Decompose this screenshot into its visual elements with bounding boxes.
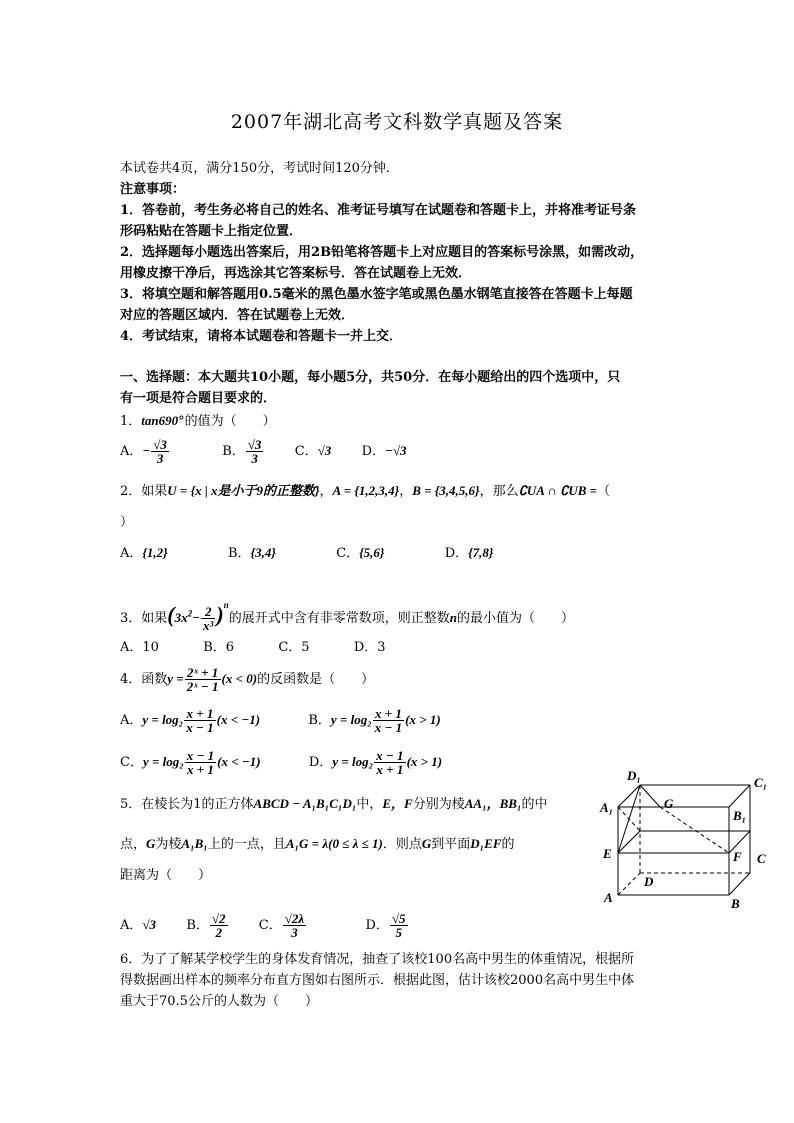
option-b: B． $\frac{√3}{3}$ xyxy=(222,437,262,466)
label-b1: B₁ xyxy=(733,808,747,823)
option-c: C．{5,6} xyxy=(336,545,385,561)
question-5-line1: 5．在棱长为1的正方体ABCD − A₁B₁C₁D₁中，E，F分别为棱AA₁，BB₁的中 xyxy=(120,796,548,812)
option-a: A．− $\frac{√3}{3}$ xyxy=(120,437,167,466)
label-c: C xyxy=(757,851,766,866)
section-heading: 一、选择题：本大题共10小题，每小题5分，共50分．在每小题给出的四个选项中，只 xyxy=(120,370,621,385)
label-c1: C₁ xyxy=(754,775,768,790)
option-a: A．√3 xyxy=(120,917,157,933)
option-d: D． $\frac{√5}{5}$ xyxy=(365,911,406,940)
option-c: C．√3 xyxy=(294,443,332,459)
option-d: D．−√3 xyxy=(361,443,407,459)
question-2-options xyxy=(120,545,493,562)
question-1: 1．tan690°的值为（ ） xyxy=(120,413,276,429)
option-b: B．6 xyxy=(203,640,235,655)
label-g: G xyxy=(664,796,674,811)
label-d: D xyxy=(644,874,654,889)
question-4-options-row2 xyxy=(120,747,442,778)
question-5-options xyxy=(120,910,409,941)
question-3-options xyxy=(120,640,386,656)
question-6-line2: 得数据画出样本的频率分布直方图如右图所示．根据此图，估计该校2000名高中男生中体 xyxy=(120,973,635,988)
question-6-line1: 6．为了了解某学校学生的身体发育情况，抽查了该校100名高中男生的体重情况，根据所 xyxy=(120,952,635,967)
option-a: A．10 xyxy=(120,640,159,655)
option-a: A．{1,2} xyxy=(120,545,168,561)
section-heading-cont: 有一项是符合题目要求的． xyxy=(120,391,277,406)
label-a1: A₁ xyxy=(600,800,614,815)
page-title: 2007年湖北高考文科数学真题及答案 xyxy=(230,111,564,133)
option-c: C．y = log₂ $\frac{x - 1}{x + 1}$ (x < −1) xyxy=(120,748,261,777)
option-b: B．y = log₂ $\frac{x + 1}{x - 1}$ (x > 1) xyxy=(308,706,441,735)
question-3: 3．如果($3x^2-$ $\frac{2}{\text{x³}}$ )$^n$的展开式中含有非零常数项，则正整数n的最小值为（ ） xyxy=(120,600,575,633)
note-line: 形码粘贴在答题卡上指定位置． xyxy=(120,224,303,239)
note-line: 用橡皮擦干净后，再选涂其它答案标号．答在试题卷上无效． xyxy=(120,266,472,281)
question-6-line3: 重大于70.5公斤的人数为（ ） xyxy=(120,994,318,1009)
question-4: 4．函数y = $\frac{\text{2ˣ + 1}}{\text{2ˣ − 1}}$ (x < 0)的反函数是（ ） xyxy=(120,665,375,694)
note-line: 对应的答题区域内．答在试题卷上无效． xyxy=(120,308,355,323)
question-5-line2: 点，G为棱A₁B₁上的一点，且A₁G = λ(0 ≤ λ ≤ 1)．则点G到平面D₁EF的 xyxy=(120,836,515,852)
question-5-line3: 距离为（ ） xyxy=(120,868,212,883)
option-c: C． $\frac{√2\lambda}{3}$ xyxy=(258,911,305,940)
option-c: C．5 xyxy=(278,640,310,655)
question-4-options-row1 xyxy=(120,705,441,736)
intro-line: 本试卷共4页，满分150分，考试时间120分钟． xyxy=(120,161,399,176)
label-d1: D₁ xyxy=(627,768,641,783)
note-line: 2．选择题每小题选出答案后，用2B铅笔将答题卡上对应题目的答案标号涂黑，如需改动， xyxy=(120,245,644,260)
cube-figure xyxy=(596,765,776,915)
note-line: 1．答卷前，考生务必将自己的姓名、准考证号填写在试题卷和答题卡上，并将准考证号条 xyxy=(120,203,637,218)
notes-heading: 注意事项： xyxy=(120,182,186,197)
label-e: E xyxy=(603,846,612,861)
note-line: 3．将填空题和解答题用0.5毫米的黑色墨水签字笔或黑色墨水钢笔直接答在答题卡上每题 xyxy=(120,287,633,302)
note-line: 4．考试结束，请将本试题卷和答题卡一并上交． xyxy=(120,329,403,344)
question-1-options xyxy=(120,436,407,467)
option-b: B．{3,4} xyxy=(227,545,276,561)
option-d: D．y = log₂ $\frac{x - 1}{x + 1}$ (x > 1) xyxy=(308,748,443,777)
label-b: B xyxy=(731,896,740,911)
option-b: B． $\frac{√2}{2}$ xyxy=(186,911,226,940)
option-d: D．3 xyxy=(353,640,386,655)
label-f: F xyxy=(733,849,742,864)
option-d: D．{7,8} xyxy=(444,545,494,561)
question-2: 2．如果U = {x | x是小于9的正整数}，A = {1,2,3,4}，B = {3,4,5,6}，那么∁UA ∩ ∁UB =（ xyxy=(120,483,611,499)
question-2-paren: ） xyxy=(120,515,134,530)
label-a: A xyxy=(604,890,613,905)
option-a: A．y = log₂ $\frac{x + 1}{x - 1}$ (x < −1) xyxy=(120,706,261,735)
